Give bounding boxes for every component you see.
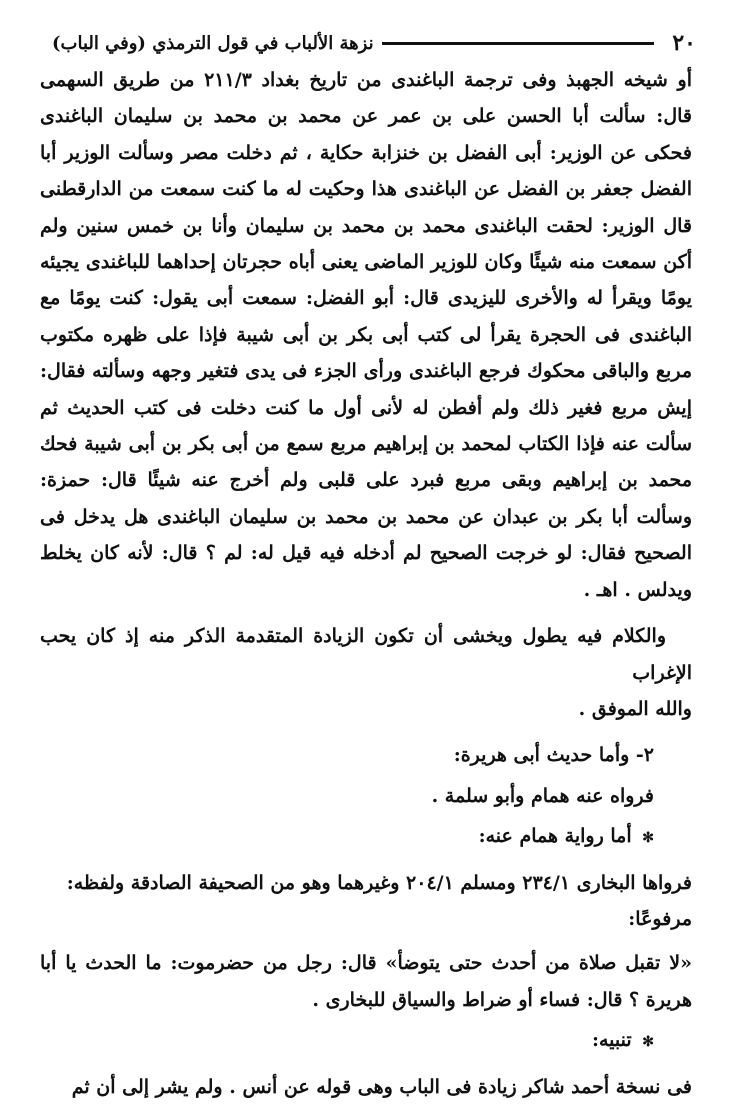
hadith-continuation: قال: رجل من حضرموت: ما الحدث يا أبا هريرة ؟ قال: فساء أو ضراط والسياق للبخارى . [40,952,692,1011]
paragraph-shakir-note: فى نسخة أحمد شاكر زيادة فى الباب وهى قوله عن أنس . ولم يشر إلى أن ثم [71,1075,692,1098]
subheading-hammam-text: أما رواية همام عنه: [478,825,632,848]
page-number: ٢٠ [672,30,696,56]
subheading-note [40,1022,692,1060]
remark-closing: والله الموفق . [578,697,692,720]
remark-text: والكلام فيه يطول ويخشى أن تكون الزيادة المتقدمة الذكر منه إذ كان يحب الإغراب [40,625,692,684]
asterisk-icon: ✻ [642,1034,654,1051]
running-title: نزهة الألباب في قول الترمذي (وفي الباب) [52,32,374,54]
marfu-label: مرفوعًا: [628,907,692,930]
bukhari-muslim-text: فرواها البخارى ٢٣٤/١ ومسلم ٢٠٤/١ وغيرهما وهو من الصحيفة الصادقة ولفظه: [66,871,692,894]
page-body [40,62,692,1105]
header-rule [382,42,655,45]
subheading-hammam [40,818,692,856]
paragraph-hadith [40,945,692,1018]
narrators-line: فرواه عنه همام وأبو سلمة . [431,784,654,807]
paragraph-remark [40,618,692,727]
subheading-note-text: تنبيه: [591,1029,632,1052]
paragraph-baghandi-biography: أو شيخه الجهبذ وفى ترجمة الباغندى من تاريخ بغداد ٢١١/٣ من طريق السهمى قال: سألت أبا الحسن على بن عمر عن محمد بن محمد بن سليمان الباغندى فحكى عن الوزير: أبى الفضل بن خنزابة حكاية ، ثم دخلت مصر وسألت الوزير أبا الفضل جعفر بن الفضل عن الباغندى هذا وحكيت له ما كنت سمعت من الدارقطنى قال الوزير: لحقت الباغندى محمد بن محمد بن سليمان وأنا بن خمس سنين ولم أكن سمعت منه شيئًا وكان للوزير الماضى يعنى أباه حجرتان إحداهما للباغندى يجيئه يومًا ويقرأ له والأخرى لليزيدى قال: أبو الفضل: سمعت أبى يقول: كنت يومًا مع الباغندى فى الحجرة يقرأ لى كتب أبى بكر بن أبى شيبة فإذا على ظهره مكتوب مربع والباقى محكوك فرجع الباغندى ورأى الجزء فى يدى فتغير وجهه وسألته فقال: إيش مربع فغير ذلك ولم أفطن له لأنى أول ما كنت دخلت فى كتب الحديث ثم سألت عنه فإذا الكتاب لمحمد بن إبراهيم مربع سمع من أبى بكر بن أبى شيبة فحك محمد بن إبراهيم وبقى مربع فبرد على قلبى ولم أخرج عنه شيئًا قال: حمزة: وسألت أبا بكر بن عبدان عن محمد بن محمد بن سليمان الباغندى هل يدخل فى الصحيح فقال: لو خرجت الصحيح لم أدخله فيه قيل له: لم ؟ قال: لأنه كان يخلط ويدلس . اهـ . [40,69,692,601]
page-header [52,26,696,60]
hadith-text: «لا تقبل صلاة من أحدث حتى يتوضأ» [385,952,692,975]
section-heading-abu-hurayra: ٢- وأما حديث أبى هريرة: [453,744,654,767]
paragraph-bukhari-muslim [40,865,692,938]
asterisk-icon: ✻ [642,830,654,847]
